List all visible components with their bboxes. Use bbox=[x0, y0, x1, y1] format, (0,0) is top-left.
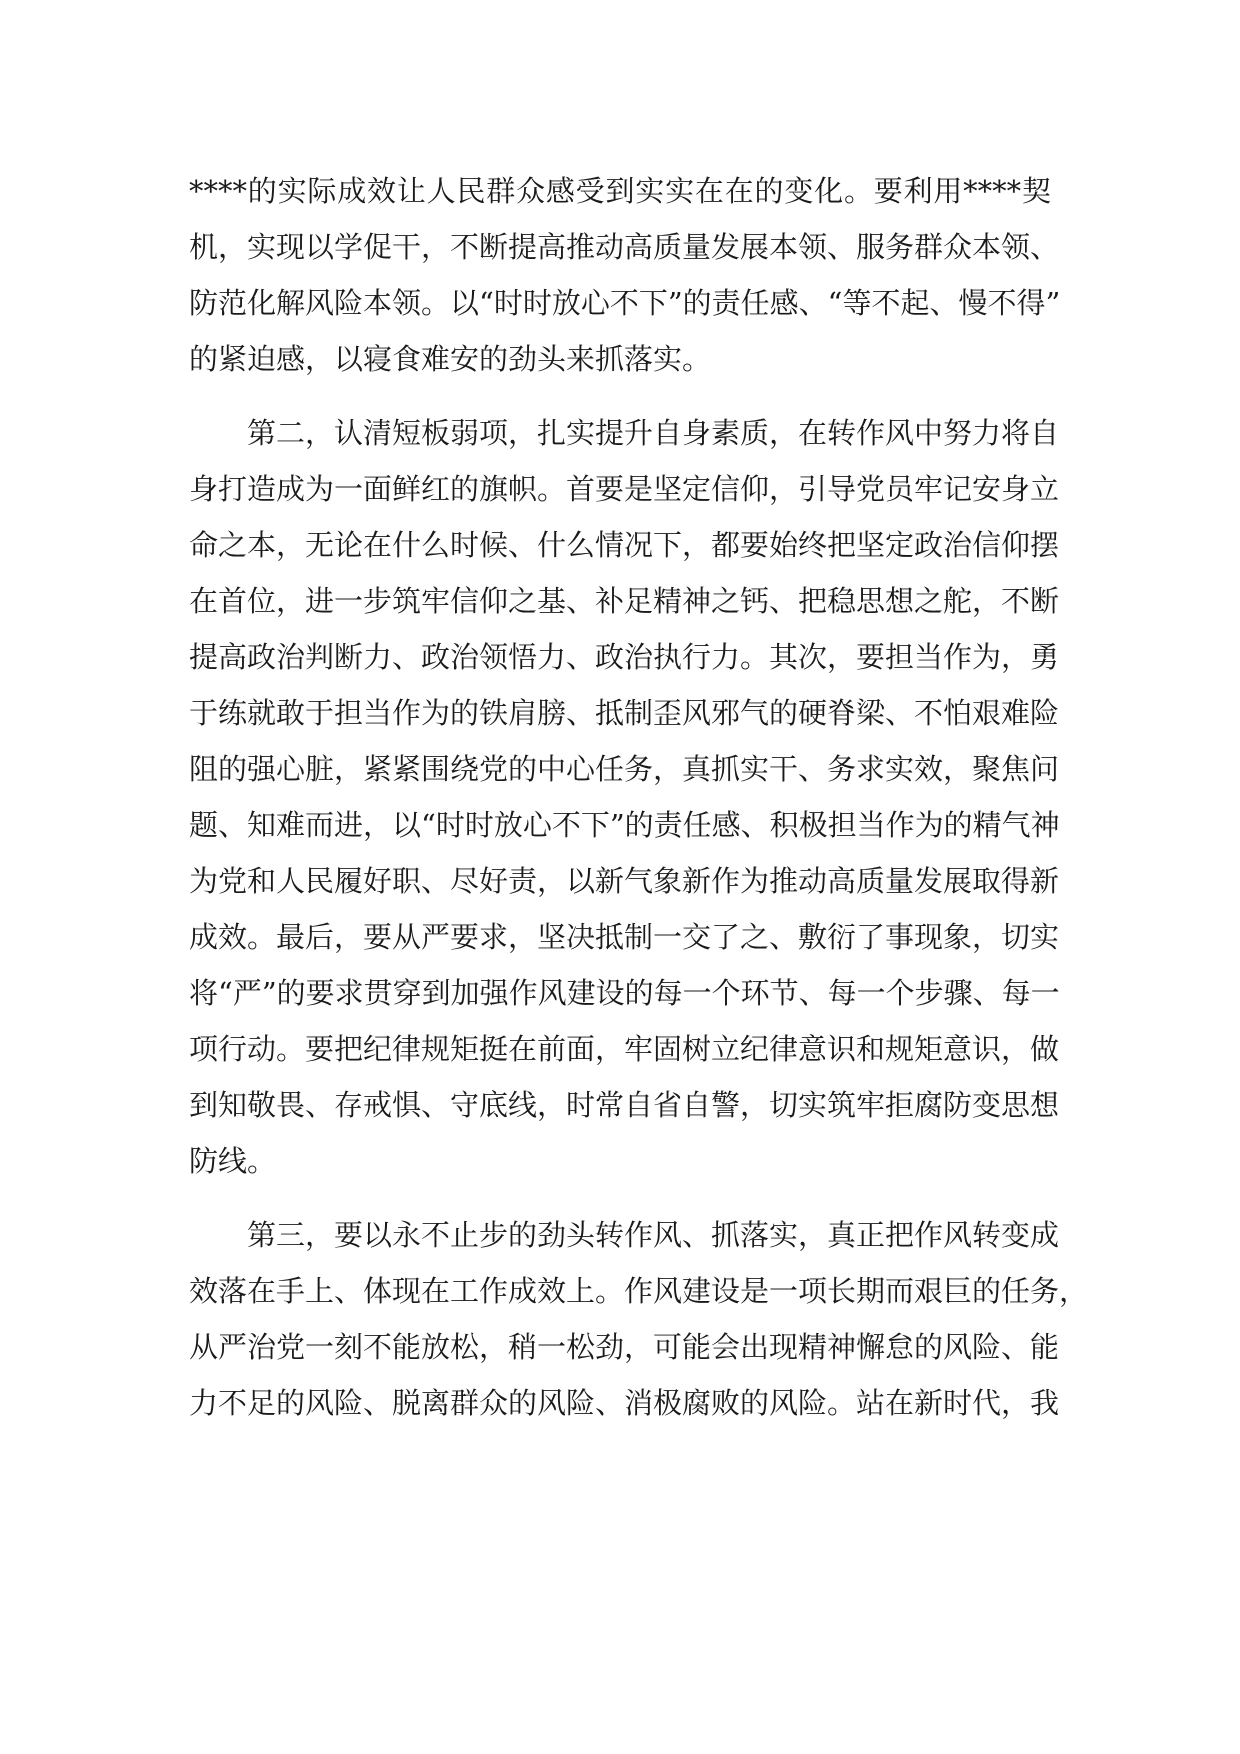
text-line: 防线。 bbox=[189, 1144, 277, 1178]
text-line: ****的实际成效让人民群众感受到实实在在的变化。要利用****契 bbox=[189, 174, 1051, 208]
text-line: 项行动。要把纪律规矩挺在前面，牢固树立纪律意识和规矩意识，做 bbox=[189, 1032, 1060, 1066]
text-line: 为党和人民履好职、尽好责，以新气象新作为推动高质量发展取得新 bbox=[189, 864, 1060, 898]
text-line: 成效。最后，要从严要求，坚决抵制一交了之、敷衍了事现象，切实 bbox=[189, 920, 1060, 954]
text-line: 将“严”的要求贯穿到加强作风建设的每一个环节、每一个步骤、每一 bbox=[189, 976, 1060, 1010]
text-line: 效落在手上、体现在工作成效上。作风建设是一项长期而艰巨的任务， bbox=[189, 1274, 1089, 1308]
text-line: 机，实现以学促干，不断提高推动高质量发展本领、服务群众本领、 bbox=[189, 230, 1060, 264]
text-line: 阻的强心脏，紧紧围绕党的中心任务，真抓实干、务求实效，聚焦问 bbox=[189, 752, 1060, 786]
text-line: 第二，认清短板弱项，扎实提升自身素质，在转作风中努力将自 bbox=[247, 416, 1060, 450]
text-line: 防范化解风险本领。以“时时放心不下”的责任感、“等不起、慢不得” bbox=[189, 286, 1061, 320]
text-line: 身打造成为一面鲜红的旗帜。首要是坚定信仰，引导党员牢记安身立 bbox=[189, 472, 1060, 506]
text-line: 提高政治判断力、政治领悟力、政治执行力。其次，要担当作为，勇 bbox=[189, 640, 1060, 674]
text-line: 的紧迫感，以寝食难安的劲头来抓落实。 bbox=[189, 342, 712, 376]
text-line: 题、知难而进，以“时时放心不下”的责任感、积极担当作为的精气神 bbox=[189, 808, 1060, 842]
paragraph-1 bbox=[189, 163, 1061, 387]
text-line: 命之本，无论在什么时候、什么情况下，都要始终把坚定政治信仰摆 bbox=[189, 528, 1060, 562]
paragraph-3 bbox=[189, 1207, 1089, 1431]
text-line: 第三，要以永不止步的劲头转作风、抓落实，真正把作风转变成 bbox=[247, 1218, 1060, 1252]
text-line: 力不足的风险、脱离群众的风险、消极腐败的风险。站在新时代，我 bbox=[189, 1386, 1060, 1420]
text-line: 从严治党一刻不能放松，稍一松劲，可能会出现精神懈怠的风险、能 bbox=[189, 1330, 1060, 1364]
text-line: 于练就敢于担当作为的铁肩膀、抵制歪风邪气的硬脊梁、不怕艰难险 bbox=[189, 696, 1060, 730]
text-line: 到知敬畏、存戒惧、守底线，时常自省自警，切实筑牢拒腐防变思想 bbox=[189, 1088, 1060, 1122]
document-body bbox=[189, 163, 1089, 1431]
paragraph-2 bbox=[189, 405, 1060, 1189]
text-line: 在首位，进一步筑牢信仰之基、补足精神之钙、把稳思想之舵，不断 bbox=[189, 584, 1060, 618]
